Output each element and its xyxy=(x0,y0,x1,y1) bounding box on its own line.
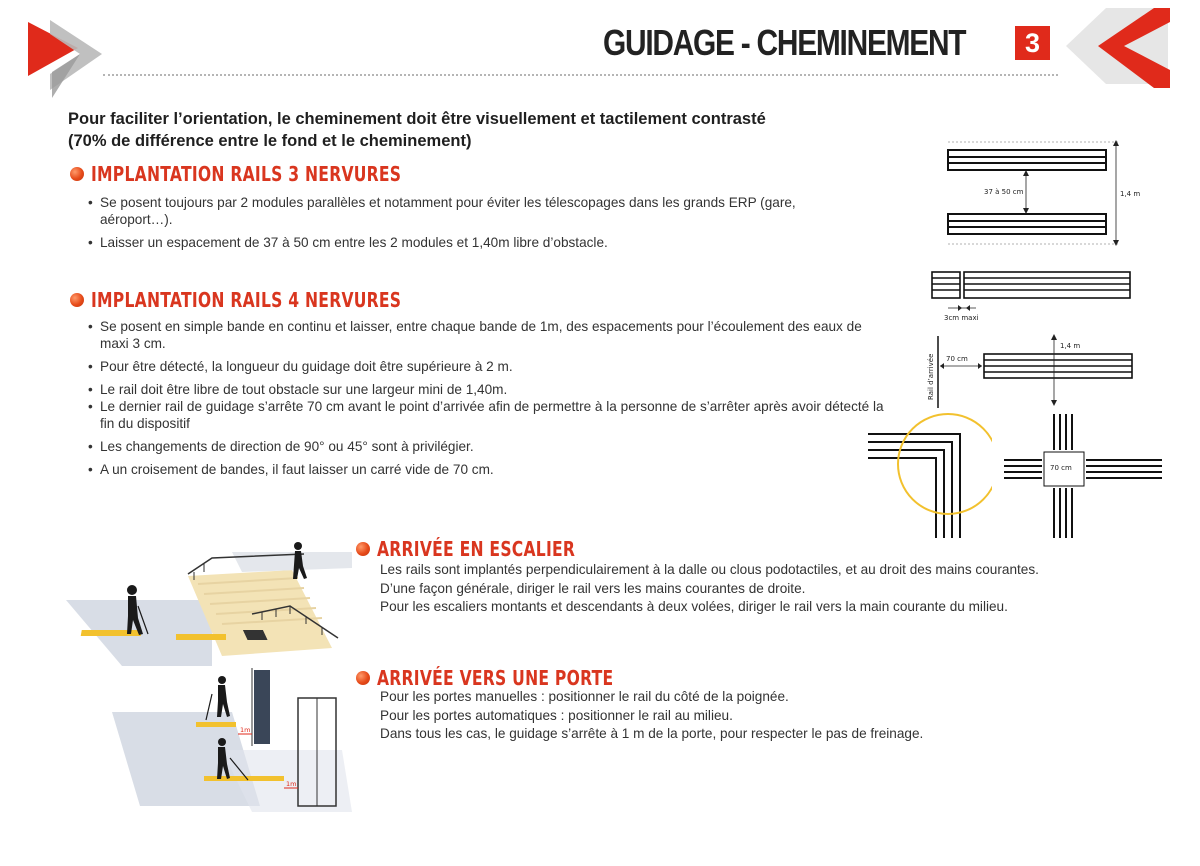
stairs-illustration xyxy=(62,538,352,670)
porte-text xyxy=(380,688,923,744)
list-item: • Se posent toujours par 2 modules parallèles et notamment pour éviter les télescopages dans les grands ERP (gare, aéroport…). xyxy=(88,194,868,228)
rail-module-top xyxy=(948,150,1106,170)
section-number-badge: 3 xyxy=(1015,26,1050,60)
page-title: GUIDAGE - CHEMINEMENT xyxy=(603,22,966,63)
list-item: • Pour être détecté, la longueur du guidage doit être supérieure à 2 m. xyxy=(88,358,888,375)
header-right-logo-chevron xyxy=(1058,4,1176,88)
rail-module-bottom xyxy=(948,214,1106,234)
section-title-rails-4: IMPLANTATION RAILS 4 NERVURES xyxy=(91,288,402,312)
spacing-label: 37 à 50 cm xyxy=(984,188,1024,196)
section-heading-rails-3 xyxy=(70,162,489,186)
arrival-distance-label: 70 cm xyxy=(946,355,968,363)
door-illustration xyxy=(112,666,352,812)
list-item: • A un croisement de bandes, il faut laisser un carré vide de 70 cm. xyxy=(88,461,888,478)
escalier-text xyxy=(380,561,1039,617)
section-title-rails-3: IMPLANTATION RAILS 3 NERVURES xyxy=(91,162,402,186)
section-title-escalier: ARRIVÉE EN ESCALIER xyxy=(377,537,576,561)
list-item: • Se posent en simple bande en continu et laisser, entre chaque bande de 1m, des espacements pour l’écoulement des eaux de maxi 3 cm. xyxy=(88,318,888,352)
intro-text xyxy=(68,108,898,152)
list-item: • Le rail doit être libre de tout obstacle sur une largeur mini de 1,40m. xyxy=(88,381,888,398)
crossing-diagram xyxy=(1002,412,1166,540)
corner-90-diagram xyxy=(866,412,992,540)
list-item: • Laisser un espacement de 37 à 50 cm entre les 2 modules et 1,40m libre d’obstacle. xyxy=(88,234,868,251)
door-distance-label-top: 1m xyxy=(240,726,251,734)
arrival-rail-diagram xyxy=(924,332,1138,412)
paragraph-line: Pour les portes automatiques : positionner le rail au milieu. xyxy=(380,707,733,723)
bullet-dot-icon xyxy=(70,293,84,307)
intro-line-2: (70% de différence entre le fond et le cheminement) xyxy=(68,132,472,150)
width-label: 1,4 m xyxy=(1120,190,1141,198)
section-heading-escalier xyxy=(356,537,631,561)
crossing-square-label: 70 cm xyxy=(1050,464,1072,472)
rails-4-bullet-list xyxy=(88,318,888,484)
paragraph-line: Dans tous les cas, le guidage s’arrête à 1 m de la porte, pour respecter le pas de freinage. xyxy=(380,726,924,741)
arrival-rail-label: Rail d’arrivée xyxy=(927,353,935,400)
header-left-logo-chevron xyxy=(22,18,110,102)
arrival-width-label: 1,4 m xyxy=(1060,342,1081,350)
gap-label: 3cm maxi xyxy=(944,314,979,322)
paragraph-line: Pour les portes manuelles : positionner le rail du côté de la poignée. xyxy=(380,689,789,704)
paragraph-line: Pour les escaliers montants et descendants à deux volées, diriger le rail vers la main courante du milieu. xyxy=(380,599,1008,614)
list-item: • Les changements de direction de 90° ou 45° sont à privilégier. xyxy=(88,438,888,455)
rails-4-band-diagram xyxy=(926,268,1136,328)
bullet-dot-icon xyxy=(356,542,370,556)
bullet-dot-icon xyxy=(70,167,84,181)
section-title-porte: ARRIVÉE VERS UNE PORTE xyxy=(377,666,614,690)
rails-3-bullet-list xyxy=(88,194,868,257)
rails-3-parallel-diagram xyxy=(940,134,1170,252)
door-distance-label-bottom: 1m xyxy=(286,780,297,788)
manual-door xyxy=(254,670,270,744)
section-heading-porte xyxy=(356,666,680,690)
section-heading-rails-4 xyxy=(70,288,489,312)
header-divider xyxy=(103,74,1058,76)
list-item: • Le dernier rail de guidage s’arrête 70 cm avant le point d’arrivée afin de permettre à la personne de s’arrêter après avoir détecté la fin du dispositif xyxy=(88,398,888,432)
bullet-dot-icon xyxy=(356,671,370,685)
intro-line-1: Pour faciliter l’orientation, le cheminement doit être visuellement et tactilement contrasté xyxy=(68,110,766,128)
paragraph-line: Les rails sont implantés perpendiculairement à la dalle ou clous podotactiles, et au droit des mains courantes. xyxy=(380,562,1039,577)
paragraph-line: D’une façon générale, diriger le rail vers les mains courantes de droite. xyxy=(380,580,806,596)
